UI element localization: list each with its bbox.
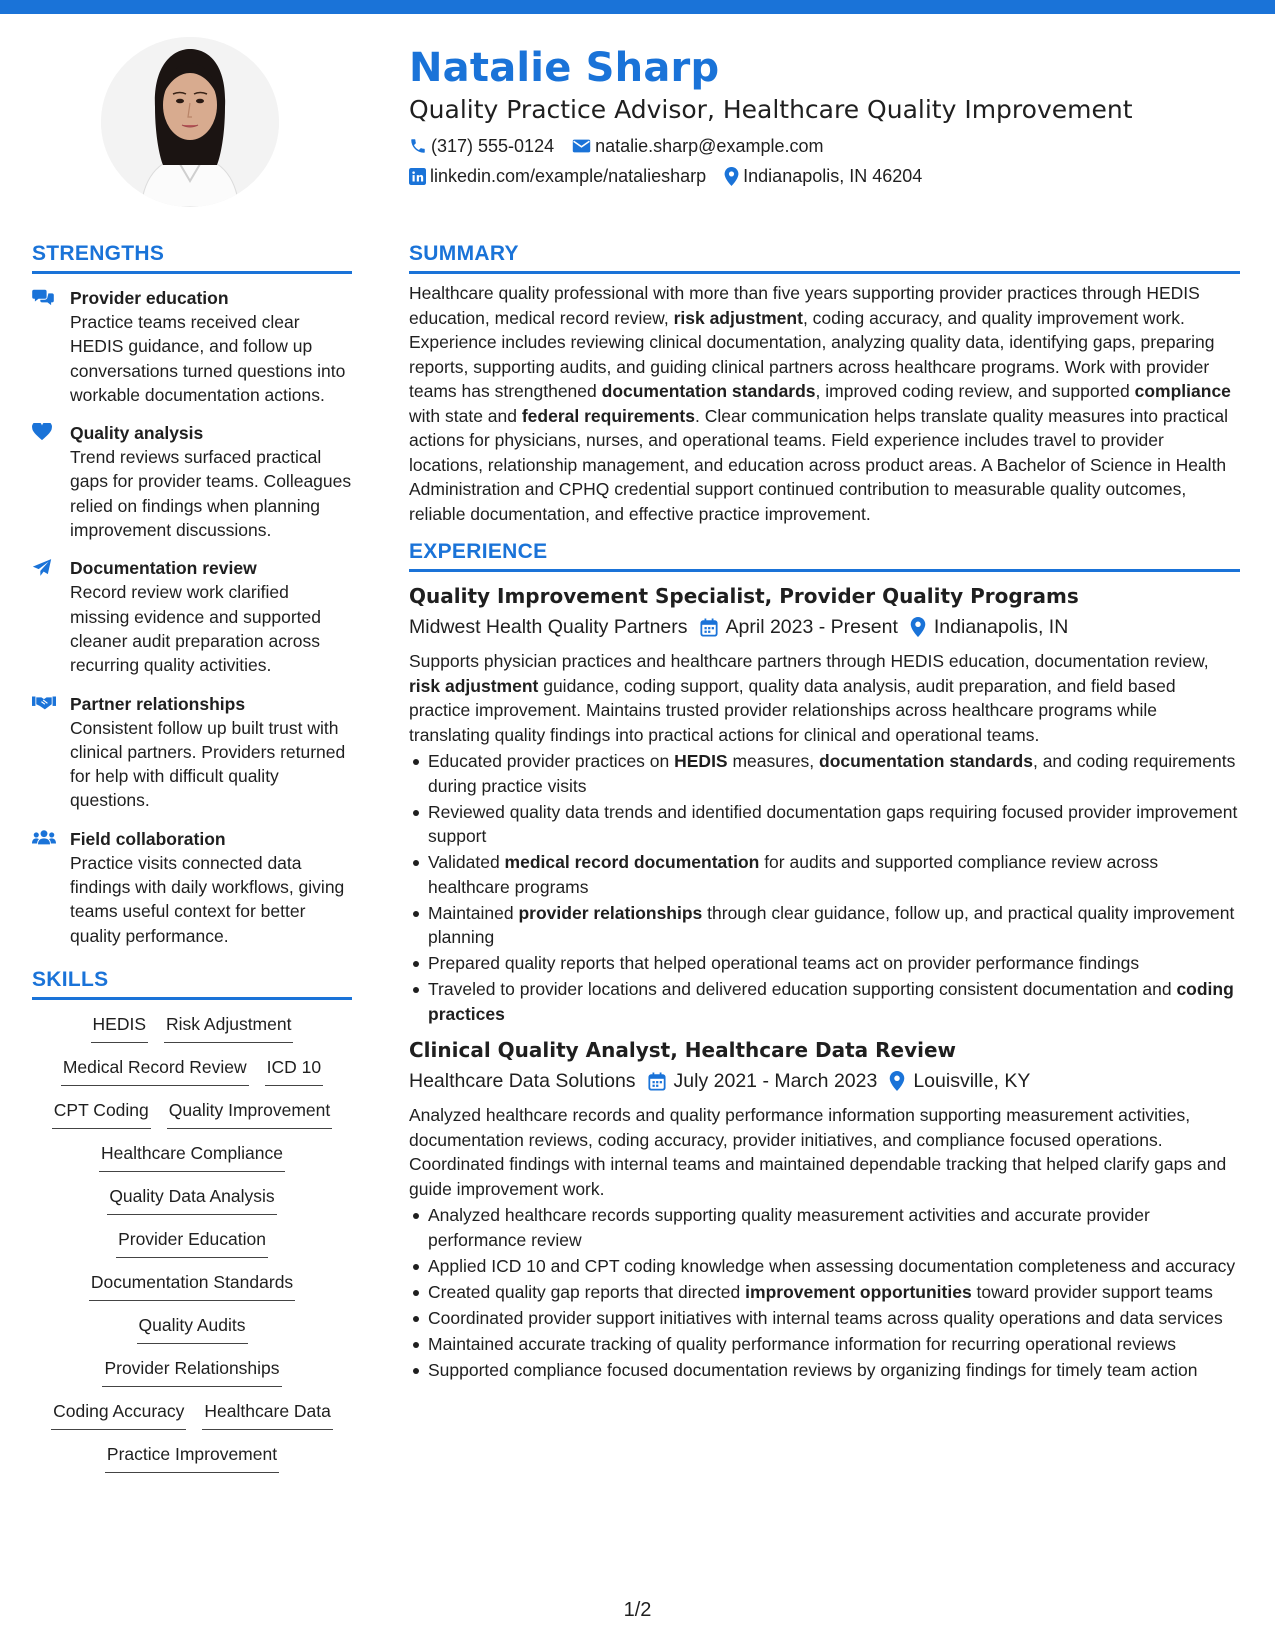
skill-row	[32, 1098, 352, 1129]
text-run: Validated	[428, 852, 505, 872]
skill-tag: Healthcare Compliance	[99, 1141, 285, 1172]
strength-body	[70, 556, 352, 677]
map-pin-icon	[889, 1071, 905, 1091]
email-text: natalie.sharp@example.com	[595, 136, 824, 156]
phone-text: (317) 555-0124	[431, 136, 555, 156]
strength-body	[70, 286, 352, 407]
skill-tag: Quality Audits	[137, 1313, 248, 1344]
text-run: Analyzed healthcare records and quality performance information supporting measurement activities, documentation reviews, coding accuracy, provider initiatives, and compliance focused operations. Coordinated findings with internal teams and maintained dependable tracking that helped clarify gaps and guide improvement work.	[409, 1105, 1227, 1199]
skill-row	[32, 1356, 352, 1387]
text-run: Coordinated provider support initiatives with internal teams across quality operations and data services	[428, 1307, 1223, 1328]
location-contact	[724, 164, 922, 188]
strength-text: Practice teams received clear HEDIS guidance, and follow up conversations turned questions into workable documentation actions.	[70, 312, 346, 405]
experience-divider	[409, 569, 1240, 572]
skill-tag: Medical Record Review	[61, 1055, 249, 1086]
comments-icon	[32, 286, 70, 407]
job-bullets	[409, 749, 1240, 1026]
skill-row	[32, 1270, 352, 1301]
text-run: , improved coding review, and supported	[815, 381, 1135, 401]
bullet-item	[409, 901, 1240, 950]
job-dates: July 2021 - March 2023	[673, 1070, 878, 1092]
skill-tag: Practice Improvement	[105, 1442, 279, 1473]
job-title: Clinical Quality Analyst, Healthcare Data Review	[409, 1038, 957, 1062]
skills-heading: SKILLS	[32, 967, 109, 991]
summary-text	[409, 281, 1240, 526]
skill-tag: Provider Education	[116, 1227, 268, 1258]
job-bullets	[409, 1203, 1240, 1382]
text-run: Prepared quality reports that helped operational teams act on provider performance findings	[428, 953, 1140, 973]
bold-phrase: compliance	[1134, 381, 1231, 401]
skill-tag: CPT Coding	[52, 1098, 151, 1129]
candidate-title: Quality Practice Advisor, Healthcare Quality Improvement	[409, 95, 1133, 124]
text-run: , and coding requirements during practice visits	[428, 751, 1236, 796]
job-location: Louisville, KY	[913, 1070, 1031, 1092]
left-column	[32, 240, 352, 1485]
strength-heading: Documentation review	[70, 558, 257, 579]
text-run: Healthcare quality professional with more than five years supporting provider practices through HEDIS education, medical record review,	[409, 283, 1200, 328]
bold-phrase: documentation standards	[819, 751, 1033, 771]
bullet-item	[409, 1306, 1240, 1331]
skill-tag: Coding Accuracy	[51, 1399, 186, 1430]
strength-heading: Provider education	[70, 288, 229, 308]
summary-heading: SUMMARY	[409, 242, 519, 265]
text-run: guidance, coding support, quality data analysis, audit preparation, and field based practice improvement. Maintains trusted provider relationships across healthcare programs while translating quality findings into practical actions for clinical and operational teams.	[409, 675, 1176, 745]
phone-contact[interactable]	[409, 134, 554, 158]
bold-phrase: improvement opportunities	[745, 1281, 972, 1302]
bullet-item	[409, 749, 1240, 798]
bold-phrase: risk adjustment	[409, 675, 539, 696]
skill-row	[32, 1399, 352, 1430]
strengths-list	[32, 286, 352, 948]
contact-row-2	[409, 164, 1229, 188]
experience-list	[409, 582, 1240, 1382]
bold-phrase: risk adjustment	[673, 307, 803, 328]
linkedin-contact[interactable]	[409, 164, 706, 188]
job-description	[409, 1103, 1240, 1201]
company-name: Healthcare Data Solutions	[409, 1070, 636, 1092]
text-run: Reviewed quality data trends and identified documentation gaps requiring focused provider improvement support	[428, 801, 1238, 846]
bold-phrase: provider relationships	[518, 902, 703, 923]
strength-body	[70, 827, 352, 948]
job-description	[409, 649, 1240, 747]
job-entry	[409, 1036, 1240, 1382]
text-run: Applied ICD 10 and CPT coding knowledge when assessing documentation completeness and accuracy	[428, 1255, 1236, 1276]
skill-tag: HEDIS	[91, 1012, 148, 1043]
location-text: Indianapolis, IN 46204	[743, 166, 923, 186]
skill-tag: Quality Data Analysis	[107, 1184, 276, 1215]
bullet-item	[409, 850, 1240, 899]
job-meta	[409, 613, 1240, 641]
page-number: 1/2	[623, 1599, 652, 1621]
bullet-item	[409, 1358, 1240, 1383]
linkedin-icon	[409, 168, 426, 185]
resume-header	[409, 44, 1229, 188]
text-run: through clear guidance, follow up, and practical quality improvement planning	[428, 902, 1235, 947]
map-pin-icon	[910, 617, 926, 637]
skill-row	[32, 1227, 352, 1258]
strength-item	[32, 692, 352, 813]
job-meta	[409, 1067, 1240, 1095]
skill-tag: ICD 10	[265, 1055, 323, 1086]
skill-row	[32, 1442, 352, 1473]
text-run: Maintained accurate tracking of quality performance information for recurring operational reviews	[428, 1333, 1177, 1354]
skill-tag: Quality Improvement	[167, 1098, 332, 1129]
skills-divider	[32, 997, 352, 1000]
text-run: Supports physician practices and healthcare partners through HEDIS education, documentation review,	[409, 651, 1209, 671]
text-run: toward provider support teams	[971, 1281, 1213, 1302]
job-title: Quality Improvement Specialist, Provider Quality Programs	[409, 584, 1079, 608]
bullet-item	[409, 1332, 1240, 1357]
heart-icon	[32, 421, 70, 542]
text-run: Maintained	[428, 902, 519, 923]
contact-row-1	[409, 134, 1229, 158]
summary-divider	[409, 271, 1240, 274]
skill-row	[32, 1141, 352, 1172]
job-location: Indianapolis, IN	[933, 616, 1069, 638]
text-run: Educated provider practices on	[428, 751, 675, 771]
bold-phrase: HEDIS	[674, 751, 728, 771]
calendar-icon	[648, 1072, 666, 1091]
email-contact[interactable]	[572, 134, 823, 158]
strength-item	[32, 286, 352, 407]
bold-phrase: documentation standards	[601, 381, 816, 401]
right-column	[409, 240, 1240, 1384]
text-run: Supported compliance focused documentation reviews by organizing findings for timely team action	[428, 1359, 1198, 1380]
bullet-item	[409, 1254, 1240, 1279]
bullet-item	[409, 951, 1240, 976]
strength-text: Consistent follow up built trust with clinical partners. Providers returned for help with difficult quality questions.	[70, 717, 346, 811]
bullet-item	[409, 800, 1240, 849]
text-run: with state and	[409, 405, 522, 426]
candidate-name: Natalie Sharp	[409, 45, 720, 91]
strength-body	[70, 692, 352, 813]
paper-plane-icon	[32, 556, 70, 677]
strength-item	[32, 556, 352, 677]
strength-text: Practice visits connected data findings with daily workflows, giving teams useful context for better quality performance.	[70, 852, 345, 946]
profile-photo	[101, 37, 279, 207]
strength-text: Record review work clarified missing evidence and supported cleaner audit preparation across recurring quality activities.	[70, 582, 321, 676]
bold-phrase: coding practices	[428, 979, 1234, 1024]
text-run: , coding accuracy, and quality improvement work. Experience includes reviewing clinical documentation, analyzing quality data, identifying gaps, preparing reports, supporting audits, and guiding clinical partners across healthcare programs. Work with provider teams has strengthened	[409, 307, 1215, 401]
strength-body	[70, 421, 352, 542]
text-run: Created quality gap reports that directed	[428, 1281, 746, 1302]
skill-row	[32, 1184, 352, 1215]
skill-row	[32, 1012, 352, 1043]
phone-icon	[409, 137, 427, 155]
top-accent-bar	[0, 0, 1275, 14]
calendar-icon	[700, 618, 718, 637]
text-run: Analyzed healthcare records supporting quality measurement activities and accurate provider performance review	[428, 1205, 1150, 1250]
bold-phrase: federal requirements	[521, 405, 695, 426]
strengths-divider	[32, 271, 352, 274]
strength-text: Trend reviews surfaced practical gaps for provider teams. Colleagues relied on findings when planning improvement discussions.	[70, 447, 352, 541]
strengths-heading: STRENGTHS	[32, 242, 165, 265]
job-entry	[409, 582, 1240, 1026]
text-run: measures,	[727, 751, 820, 771]
text-run: . Clear communication helps translate quality measures into practical actions for physicians, nurses, and operational teams. Field experience includes travel to provider locations, relationship management, and education across product areas. A Bachelor of Science in Health Administration and CPHQ credential support continued contribution to measurable quality outcomes, reliable documentation, and effective practice improvement.	[409, 405, 1229, 524]
skill-tag: Provider Relationships	[102, 1356, 281, 1387]
skill-row	[32, 1055, 352, 1086]
bold-phrase: medical record documentation	[504, 852, 760, 872]
skill-tag: Risk Adjustment	[164, 1012, 293, 1043]
bullet-item	[409, 977, 1240, 1026]
strength-heading: Quality analysis	[70, 423, 204, 444]
bullet-item	[409, 1203, 1240, 1252]
envelope-icon	[572, 138, 591, 154]
skill-tag: Documentation Standards	[89, 1270, 295, 1301]
skill-row	[32, 1313, 352, 1344]
bullet-item	[409, 1280, 1240, 1305]
text-run: Traveled to provider locations and delivered education supporting consistent documentation and	[428, 979, 1177, 999]
map-pin-icon	[724, 167, 739, 186]
company-name: Midwest Health Quality Partners	[409, 616, 688, 638]
strength-heading: Field collaboration	[70, 828, 226, 849]
skills-list	[32, 1012, 352, 1473]
strength-heading: Partner relationships	[70, 693, 246, 714]
linkedin-text: linkedin.com/example/nataliesharp	[430, 166, 707, 186]
strength-item	[32, 827, 352, 948]
strength-item	[32, 421, 352, 542]
job-dates: April 2023 - Present	[725, 616, 898, 638]
skill-tag: Healthcare Data	[202, 1399, 332, 1430]
text-run: for audits and supported compliance review across healthcare programs	[428, 852, 1159, 897]
experience-heading: EXPERIENCE	[409, 540, 548, 563]
handshake-icon	[32, 692, 70, 813]
users-icon	[32, 827, 70, 948]
